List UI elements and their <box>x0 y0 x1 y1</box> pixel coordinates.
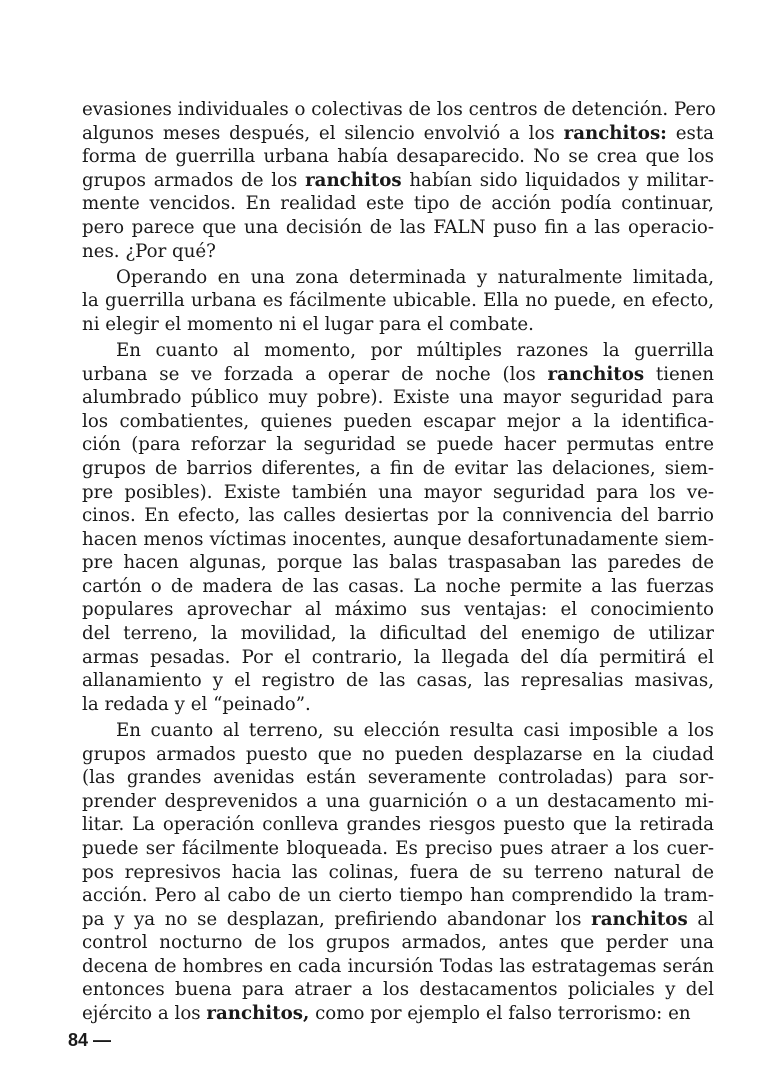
text-line <box>82 216 714 240</box>
text-run: urbana se ve forzada a operar de noche (los <box>82 363 548 385</box>
text-run: como por ejemplo el falso terrorismo: en <box>309 1003 691 1025</box>
text-run: entonces buena para atraer a los destacamentos policiales y del <box>82 979 714 1001</box>
text-line <box>82 766 714 790</box>
text-line <box>82 861 714 885</box>
text-line <box>82 457 714 481</box>
text-line <box>82 122 714 146</box>
text-line <box>82 289 714 313</box>
text-line <box>82 575 714 599</box>
text-run: la guerrilla urbana es fácilmente ubicable. Ella no puede, en efecto, <box>82 290 714 312</box>
text-run: pos represivos hacia las colinas, fuera de su terreno natural de <box>82 861 714 883</box>
text-line <box>82 386 714 410</box>
text-line <box>82 622 714 646</box>
text-run: esta <box>666 122 714 144</box>
text-run: al <box>687 908 714 930</box>
text-run: populares aprovechar al máximo sus ventajas: el conocimiento <box>82 599 714 621</box>
text-run: decena de hombres en cada incursión Todas las estratagemas serán <box>82 955 714 977</box>
text-run: nes. ¿Por qué? <box>82 240 216 262</box>
paragraph <box>82 339 714 717</box>
text-run: la redada y el “peinado”. <box>82 693 311 715</box>
text-line <box>82 363 714 387</box>
text-line <box>82 908 714 932</box>
text-line <box>82 693 714 717</box>
text-run: algunos meses después, el silencio envolvió a los <box>82 122 564 144</box>
bold-term: ranchitos, <box>206 1003 310 1025</box>
paragraph <box>82 98 714 263</box>
text-line <box>82 410 714 434</box>
text-line <box>82 955 714 979</box>
text-line <box>82 98 714 122</box>
text-run: del terreno, la movilidad, la dificultad del enemigo de utilizar <box>82 623 714 645</box>
text-run: armas pesadas. Por el contrario, la llegada del día permitirá el <box>82 646 714 668</box>
text-line <box>82 978 714 1002</box>
bold-term: ranchitos <box>305 169 402 191</box>
text-run: En cuanto al momento, por múltiples razones la guerrilla <box>116 339 714 361</box>
text-run: puede ser fácilmente bloqueada. Es preciso pues atraer a los cuer- <box>82 837 714 859</box>
text-run: pero parece que una decisión de las FALN puso fin a las operacio- <box>82 216 714 238</box>
text-run: grupos de barrios diferentes, a fin de evitar las delaciones, siem- <box>82 457 714 479</box>
text-run: evasiones individuales o colectivas de los centros de detención. Pero <box>82 99 716 120</box>
text-line <box>82 240 714 264</box>
page-number: 84 — <box>68 1030 112 1050</box>
paragraph <box>82 266 714 337</box>
text-run: grupos armados puesto que no pueden desplazarse en la ciudad <box>82 743 714 765</box>
bold-term: ranchitos <box>591 908 688 930</box>
text-run: acción. Pero al cabo de un cierto tiempo han comprendido la tram- <box>82 885 714 907</box>
text-run: pre posibles). Existe también una mayor seguridad para los ve- <box>82 481 714 503</box>
text-run: En cuanto al terreno, su elección resulta casi imposible a los <box>116 719 714 741</box>
text-run: (las grandes avenidas están severamente controladas) para sor- <box>82 767 714 789</box>
text-line <box>82 504 714 528</box>
text-run: forma de guerrilla urbana había desaparecido. No se crea que los <box>82 146 714 168</box>
text-run: pa y ya no se desplazan, prefiriendo abandonar los <box>82 908 592 930</box>
text-run: mente vencidos. En realidad este tipo de acción podía continuar, <box>82 193 714 215</box>
text-line <box>82 433 714 457</box>
text-line <box>82 790 714 814</box>
text-run: Operando en una zona determinada y naturalmente limitada, <box>116 266 714 288</box>
text-line <box>82 528 714 552</box>
text-run: allanamiento y el registro de las casas, las represalias masivas, <box>82 670 714 692</box>
text-line <box>82 598 714 622</box>
text-run: grupos armados de los <box>82 169 306 191</box>
text-run: cartón o de madera de las casas. La noche permite a las fuerzas <box>82 575 714 597</box>
paragraph <box>82 719 714 1026</box>
text-line <box>82 145 714 169</box>
text-line <box>82 813 714 837</box>
text-run: control nocturno de los grupos armados, antes que perder una <box>82 932 714 954</box>
text-line <box>82 481 714 505</box>
text-run: los combatientes, quienes pueden escapar mejor a la identifica- <box>82 410 714 432</box>
text-run: pre hacen algunas, porque las balas traspasaban las paredes de <box>82 552 714 574</box>
text-run: litar. La operación conlleva grandes riesgos puesto que la retirada <box>82 814 714 836</box>
text-run: ción (para reforzar la seguridad se puede hacer permutas entre <box>82 434 714 456</box>
text-line <box>82 931 714 955</box>
text-line <box>82 743 714 767</box>
text-line <box>82 266 714 290</box>
text-run: prender desprevenidos a una guarnición o a un destacamento mi- <box>82 790 714 812</box>
text-line <box>82 192 714 216</box>
text-line <box>82 339 714 363</box>
text-line <box>82 719 714 743</box>
bold-term: ranchitos: <box>563 122 667 144</box>
bold-term: ranchitos <box>547 363 645 385</box>
text-run: alumbrado público muy pobre). Existe una mayor seguridad para <box>82 387 714 409</box>
text-line <box>82 646 714 670</box>
text-line <box>82 1002 714 1026</box>
text-run: ejército a los <box>82 1003 207 1025</box>
body-text <box>82 98 714 1028</box>
text-line <box>82 669 714 693</box>
text-run: habían sido liquidados y militar- <box>401 169 714 191</box>
text-line <box>82 837 714 861</box>
text-run: ni elegir el momento ni el lugar para el combate. <box>82 313 534 335</box>
text-run: tienen <box>644 363 714 385</box>
text-line <box>82 169 714 193</box>
text-line <box>82 551 714 575</box>
text-run: cinos. En efecto, las calles desiertas por la connivencia del barrio <box>82 505 714 527</box>
text-line <box>82 313 714 337</box>
text-run: hacen menos víctimas inocentes, aunque desafortunadamente siem- <box>82 528 714 550</box>
text-line <box>82 884 714 908</box>
